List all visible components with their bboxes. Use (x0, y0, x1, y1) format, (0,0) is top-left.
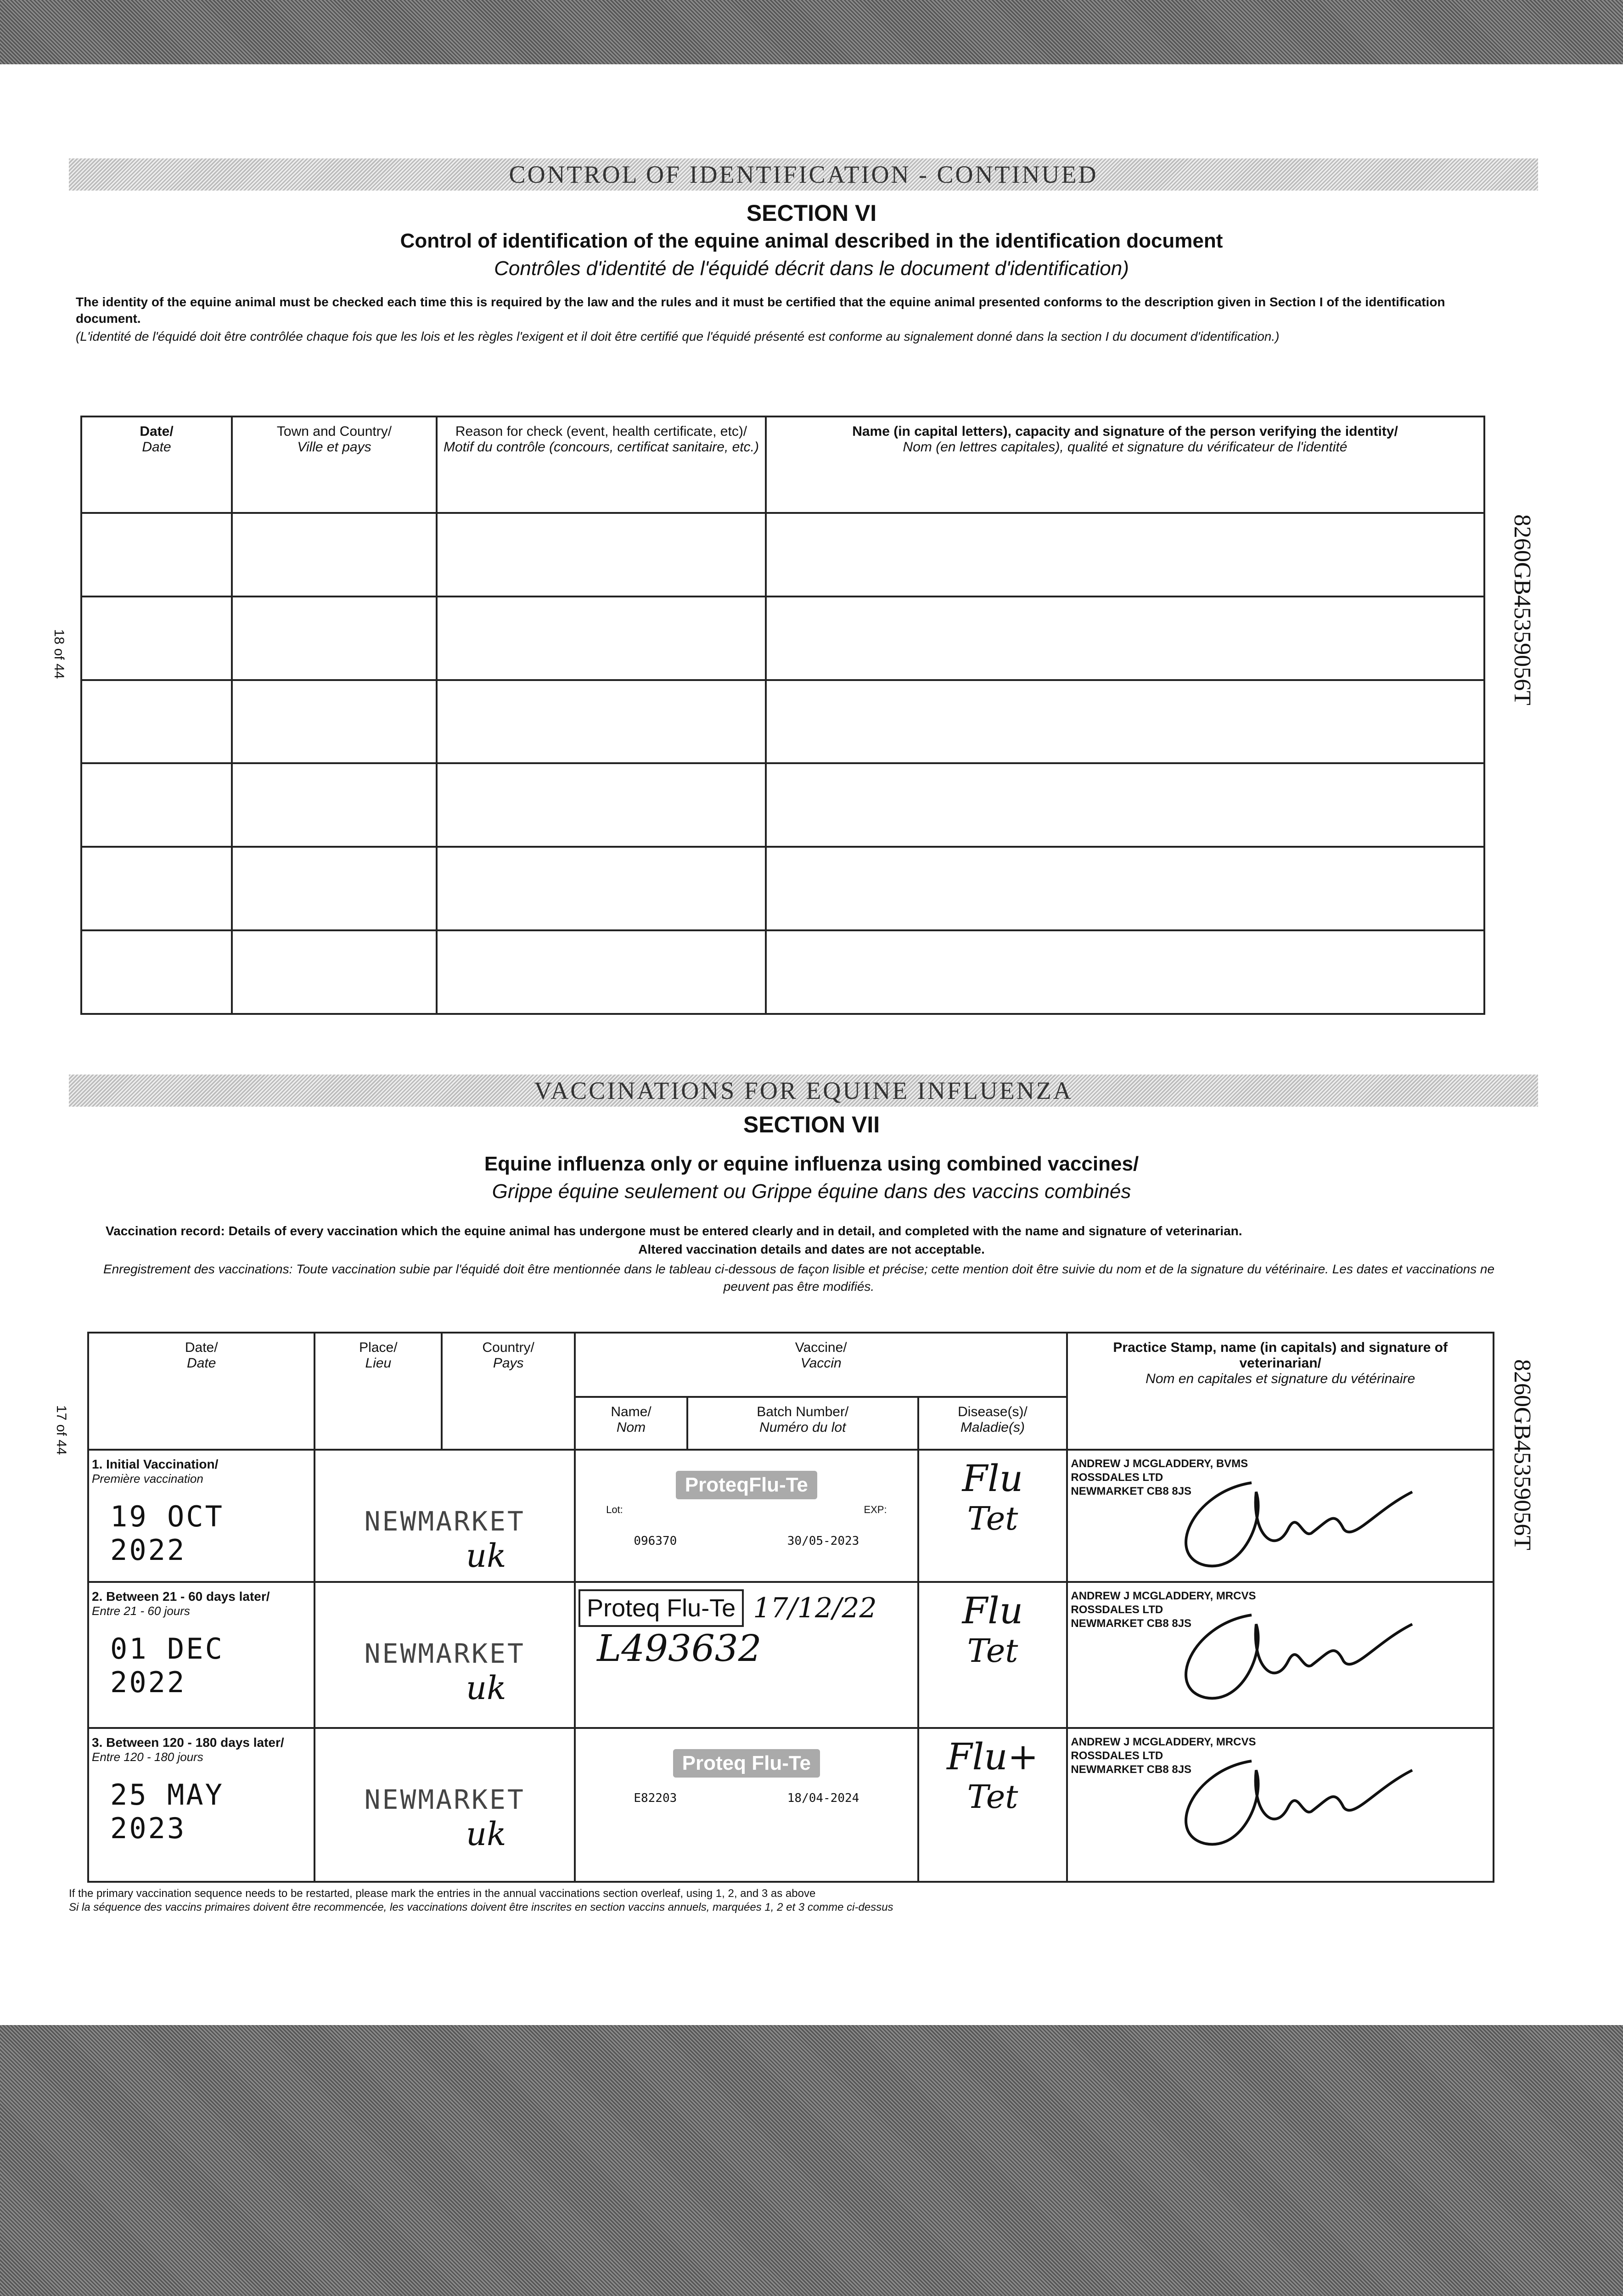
section-label: SECTION VI (746, 200, 877, 226)
vaccination-stage: 1. Initial Vaccination/ (92, 1457, 219, 1471)
lot-label: Lot: (606, 1504, 623, 1515)
place-cell (314, 1450, 575, 1582)
identification-table (80, 416, 1485, 1015)
batch-handwritten: L493632 (597, 1627, 762, 1670)
date-stamp: 01 DEC 2022 (110, 1632, 224, 1699)
table-row (81, 513, 1484, 597)
vaccine-cell (575, 1450, 918, 1582)
vet-stamp-address: NEWMARKET CB8 8JS (1071, 1617, 1192, 1630)
vaccination-stage: 3. Between 120 - 180 days later/ (92, 1735, 284, 1750)
header-vet: Practice Stamp, name (in capitals) and signature of veterinarian/ Nom en capitales et signature du vétérinaire (1067, 1333, 1494, 1450)
vet-cell (1067, 1728, 1494, 1882)
disease-handwritten: Flu (962, 1457, 1023, 1500)
document-id-side: 8260GB45359056T (1509, 514, 1535, 705)
vet-cell (1067, 1582, 1494, 1728)
vet-stamp-name: ANDREW J MCGLADDERY, MRCVS (1071, 1590, 1256, 1602)
table-row (81, 930, 1484, 1014)
date-cell (88, 1582, 314, 1728)
vaccine-cell (575, 1582, 918, 1728)
page-number: 17 of 44 (54, 1405, 69, 1455)
section-title-fr: Grippe équine seulement ou Grippe équine dans des vaccins combinés (492, 1180, 1131, 1203)
intro-text-fr: (L'identité de l'équidé doit être contrôlée chaque fois que les lois et les règles l'exigent et il doit être certifié que l'équidé présenté est conforme au signalement donné dans la section I du document d'identification.) (76, 329, 1280, 343)
disease-handwritten: Tet (967, 1632, 1018, 1670)
country-handwritten: uk (466, 1669, 506, 1707)
vet-signature (1137, 1743, 1435, 1857)
table-row (81, 847, 1484, 930)
intro-text: Vaccination record: Details of every vaccination which the equine animal has undergone must be entered clearly and in detail, and completed with the name and signature of veterinarian. (106, 1224, 1242, 1238)
vaccination-stage-fr: Entre 21 - 60 jours (92, 1604, 190, 1618)
date-cell (88, 1450, 314, 1582)
header-date: Date/ Date (88, 1333, 314, 1450)
vaccine-stamp: Proteq Flu-Te (578, 1589, 744, 1627)
expiry-date: 18/04-2024 (787, 1791, 859, 1805)
table-row (81, 763, 1484, 847)
disease-handwritten: Flu (962, 1589, 1023, 1632)
header-town: Town and Country/ Ville et pays (232, 416, 437, 513)
header-vaccine: Vaccine/ Vaccin (575, 1333, 1067, 1397)
expiry-handwritten: 17/12/22 (753, 1592, 877, 1624)
vaccine-cell (575, 1728, 918, 1882)
place-cell (314, 1582, 575, 1728)
section-title-fr: Contrôles d'identité de l'équidé décrit dans le document d'identification) (494, 257, 1129, 280)
vaccination-stage: 2. Between 21 - 60 days later/ (92, 1589, 270, 1604)
batch-number: E82203 (634, 1791, 677, 1805)
disease-cell (918, 1450, 1067, 1582)
vaccination-stage-fr: Première vaccination (92, 1472, 203, 1486)
header-place: Place/ Lieu (314, 1333, 442, 1450)
vaccine-label-sticker: ProteqFlu-Te (676, 1471, 817, 1499)
footnote-fr: Si la séquence des vaccins primaires doivent être recommencée, les vaccinations doivent être inscrites en section vaccins annuels, marquées 1, 2 et 3 comme ci-dessus (69, 1901, 893, 1913)
place-stamp: NEWMARKET (364, 1638, 525, 1669)
header-date: Date/ Date (81, 416, 232, 513)
vet-stamp-name: ANDREW J MCGLADDERY, BVMS (1071, 1458, 1248, 1470)
footnote: If the primary vaccination sequence needs to be restarted, please mark the entries in the annual vaccinations section overleaf, using 1, 2, and 3 as above (69, 1887, 816, 1900)
vet-stamp-practice: ROSSDALES LTD (1071, 1750, 1163, 1762)
intro-text-fr: Enregistrement des vaccinations: Toute vaccination subie par l'équidé doit être mentionnée dans le tableau ci-dessous de façon lisible et précise; cette mention doit être suivie du nom et de la signature du vétérinaire. Les dates et vaccinations ne peuvent pas être modifiés. (103, 1262, 1495, 1294)
batch-number: 096370 (634, 1534, 677, 1548)
table-row (81, 680, 1484, 764)
disease-cell (918, 1582, 1067, 1728)
section-banner: CONTROL OF IDENTIFICATION - CONTINUED (69, 158, 1538, 191)
intro-text: The identity of the equine animal must be checked each time this is required by the law and the rules and it must be certified that the equine animal presented conforms to the description given in Section I of the identification document. (76, 295, 1445, 326)
expiry-date: 30/05-2023 (787, 1534, 859, 1548)
header-vaccine-name: Name/ Nom (575, 1397, 687, 1450)
header-reason: Reason for check (event, health certificate, etc)/ Motif du contrôle (concours, certificat sanitaire, etc.) (437, 416, 766, 513)
section-title: Control of identification of the equine animal described in the identification document (400, 230, 1223, 252)
exp-label: EXP: (864, 1504, 887, 1515)
vaccination-row (88, 1582, 1494, 1728)
header-disease: Disease(s)/ Maladie(s) (918, 1397, 1067, 1450)
disease-handwritten: Tet (967, 1500, 1018, 1537)
disease-cell (918, 1728, 1067, 1882)
place-stamp: NEWMARKET (364, 1506, 525, 1537)
intro-text-2: Altered vaccination details and dates are not acceptable. (638, 1242, 985, 1256)
vet-stamp-practice: ROSSDALES LTD (1071, 1604, 1163, 1616)
header-batch: Batch Number/ Numéro du lot (687, 1397, 918, 1450)
date-stamp: 19 OCT 2022 (110, 1500, 224, 1567)
country-handwritten: uk (466, 1537, 506, 1575)
header-verifier: Name (in capital letters), capacity and signature of the person verifying the identity/ Nom (en lettres capitales), qualité et signature du vérificateur de l'identité (766, 416, 1484, 513)
disease-handwritten: Flu+ (947, 1735, 1039, 1778)
vet-stamp-practice: ROSSDALES LTD (1071, 1471, 1163, 1484)
vet-signature (1137, 1464, 1435, 1579)
disease-handwritten: Tet (967, 1778, 1018, 1816)
vet-stamp-address: NEWMARKET CB8 8JS (1071, 1485, 1192, 1497)
table-row (81, 597, 1484, 680)
vet-cell (1067, 1450, 1494, 1582)
vet-stamp-address: NEWMARKET CB8 8JS (1071, 1763, 1192, 1776)
scan-bottom-band (0, 2025, 1623, 2296)
vaccination-stage-fr: Entre 120 - 180 jours (92, 1750, 203, 1764)
scan-top-band (0, 0, 1623, 64)
vaccine-label-sticker: Proteq Flu-Te (673, 1749, 820, 1778)
date-cell (88, 1728, 314, 1882)
vaccination-table (87, 1332, 1494, 1883)
place-stamp: NEWMARKET (364, 1784, 525, 1815)
page-number: 18 of 44 (51, 629, 67, 679)
vet-stamp-name: ANDREW J MCGLADDERY, MRCVS (1071, 1736, 1256, 1748)
section-banner: VACCINATIONS FOR EQUINE INFLUENZA (69, 1075, 1538, 1107)
vaccination-row (88, 1450, 1494, 1582)
document-id-side: 8260GB45359056T (1509, 1359, 1535, 1550)
place-cell (314, 1728, 575, 1882)
header-country: Country/ Pays (442, 1333, 575, 1450)
country-handwritten: uk (466, 1815, 506, 1853)
section-label: SECTION VII (743, 1112, 880, 1137)
vet-signature (1137, 1597, 1435, 1711)
section-title: Equine influenza only or equine influenza using combined vaccines/ (484, 1153, 1139, 1175)
vaccination-row (88, 1728, 1494, 1882)
date-stamp: 25 MAY 2023 (110, 1778, 224, 1845)
